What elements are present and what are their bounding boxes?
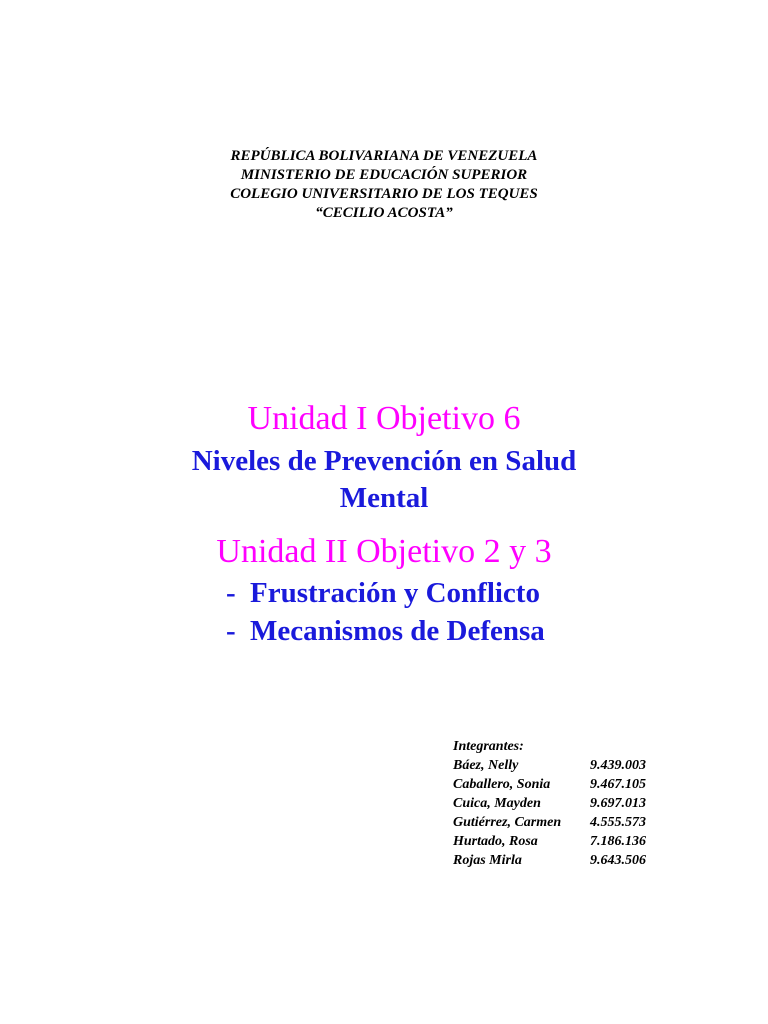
member-name: Báez, Nelly: [453, 758, 519, 773]
member-row: [453, 794, 646, 813]
member-row: [453, 775, 646, 794]
member-name: Hurtado, Rosa: [453, 834, 538, 849]
member-id: 9.697.013: [590, 796, 646, 811]
members-label: Integrantes:: [453, 739, 524, 754]
member-id: 7.186.136: [590, 834, 646, 849]
member-row: [453, 756, 646, 775]
list-item-text: Frustración y Conflicto: [250, 577, 540, 609]
member-id: 9.439.003: [590, 758, 646, 773]
unit1-title: Unidad I Objetivo 6: [247, 400, 521, 437]
header-line-college-name: “CECILIO ACOSTA”: [315, 205, 453, 221]
members-block: [453, 737, 646, 870]
member-row: [453, 813, 646, 832]
member-id: 9.467.105: [590, 777, 646, 792]
header-line-ministry: MINISTERIO DE EDUCACIÓN SUPERIOR: [240, 167, 528, 183]
unit2-topic-list: [226, 574, 545, 650]
member-name: Gutiérrez, Carmen: [453, 815, 562, 830]
list-item: [226, 574, 545, 612]
list-item-text: Mecanismos de Defensa: [250, 615, 545, 647]
unit1-topic-line2: Mental: [339, 482, 429, 514]
member-name: Rojas Mirla: [453, 853, 522, 868]
header-line-college: COLEGIO UNIVERSITARIO DE LOS TEQUES: [230, 186, 538, 202]
member-name: Cuica, Mayden: [453, 796, 541, 811]
member-name: Caballero, Sonia: [453, 777, 551, 792]
member-row: [453, 832, 646, 851]
member-id: 9.643.506: [590, 853, 646, 868]
list-dash: -: [226, 577, 236, 609]
list-dash: -: [226, 615, 236, 647]
unit2-title: Unidad II Objetivo 2 y 3: [216, 533, 552, 570]
member-id: 4.555.573: [590, 815, 646, 830]
institution-header: [0, 147, 768, 223]
member-row: [453, 851, 646, 870]
header-line-republic: REPÚBLICA BOLIVARIANA DE VENEZUELA: [230, 148, 538, 164]
unit1-topic-line1: Niveles de Prevención en Salud: [191, 445, 577, 477]
list-item: [226, 612, 545, 650]
